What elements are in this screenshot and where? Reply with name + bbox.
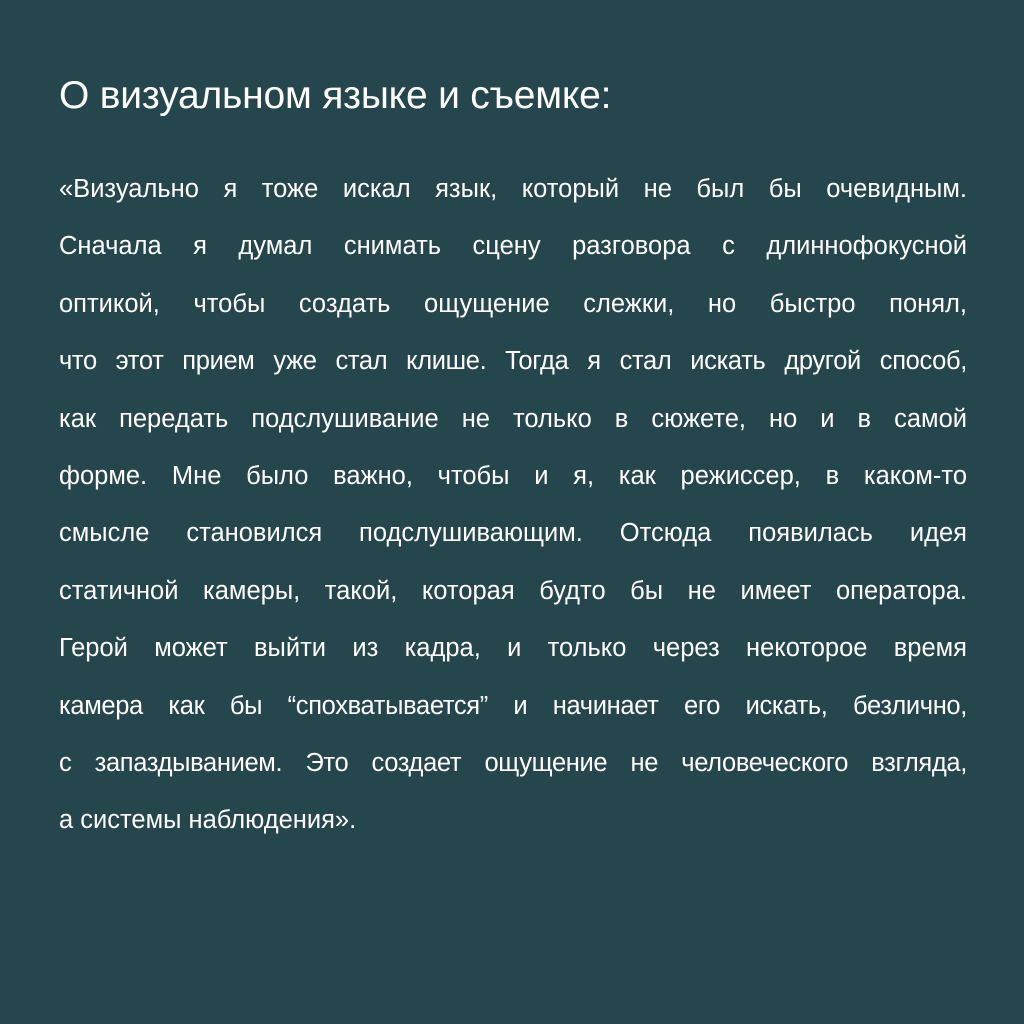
quote-line-5: как передать подслушивание не только в сюжете, но и в самой <box>59 404 967 433</box>
quote-line-11: с запаздыванием. Это создает ощущение не человеческого взгляда, <box>59 748 967 777</box>
quote-line-6: форме. Мне было важно, чтобы и я, как режиссер, в каком-то <box>59 461 967 490</box>
page-title: О визуальном языке и съемке: <box>59 74 612 117</box>
quote-line-2: Сначала я думал снимать сцену разговора с длиннофокусной <box>59 232 967 261</box>
quote-line-1: «Визуально я тоже искал язык, который не был бы очевидным. <box>59 175 967 203</box>
quote-line-4: что этот прием уже стал клише. Тогда я стал искать другой способ, <box>59 347 967 376</box>
quote-line-7: смысле становился подслушивающим. Отсюда появилась идея <box>59 519 967 548</box>
quote-line-8: статичной камеры, такой, которая будто бы не имеет оператора. <box>59 576 967 605</box>
quote-line-10: камера как бы “спохватывается” и начинает его искать, безлично, <box>59 691 967 720</box>
quote-line-3: оптикой, чтобы создать ощущение слежки, но быстро понял, <box>59 289 967 318</box>
quote-line-9: Герой может выйти из кадра, и только через некоторое время <box>59 634 967 663</box>
quote-paragraph <box>59 167 967 856</box>
quote-line-12: а системы наблюдения». <box>59 806 357 835</box>
